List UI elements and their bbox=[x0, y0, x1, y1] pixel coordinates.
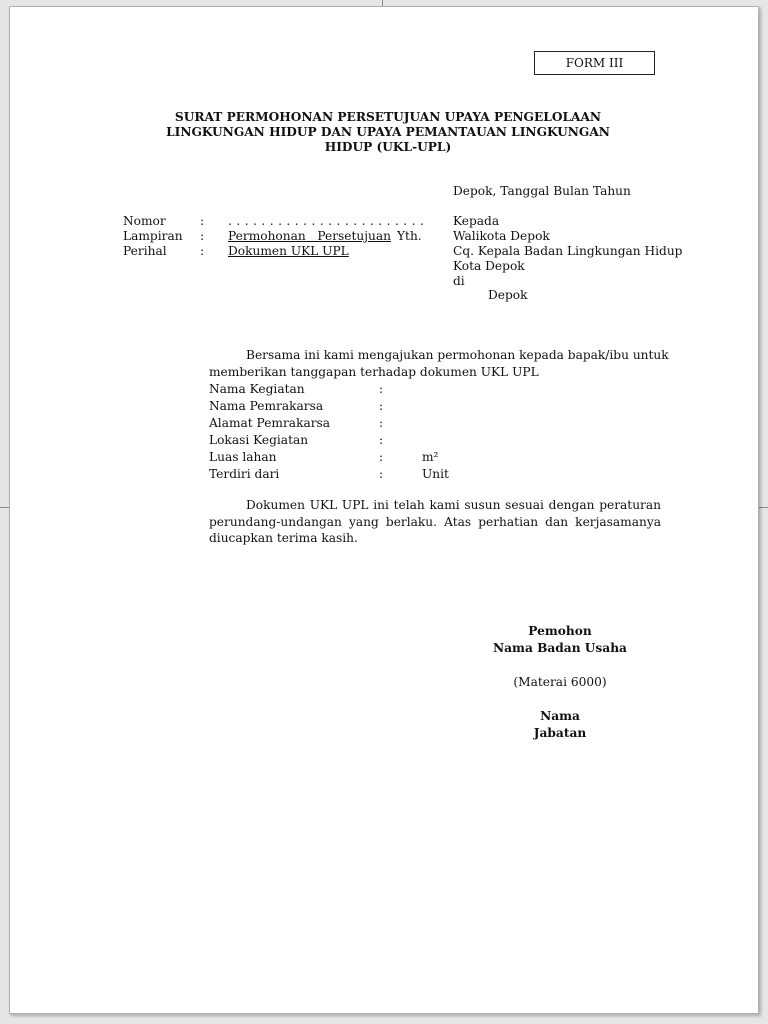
perihal-colon: : bbox=[200, 244, 205, 258]
field-row bbox=[209, 416, 384, 431]
field-row bbox=[209, 433, 384, 448]
document-page bbox=[9, 6, 759, 1014]
recipient-line-4: Kota Depok bbox=[453, 259, 525, 273]
nomor-label: Nomor bbox=[123, 214, 166, 228]
field-label: Luas lahan bbox=[209, 450, 277, 464]
lampiran-colon: : bbox=[200, 229, 205, 243]
title-line-1: SURAT PERMOHONAN PERSETUJUAN UPAYA PENGELOLAAN bbox=[174, 110, 602, 124]
nomor-value: . . . . . . . . . . . . . . . . . . . . . . . . bbox=[228, 214, 425, 228]
lampiran-value: Permohonan Persetujuan bbox=[228, 229, 392, 243]
field-colon: : bbox=[379, 382, 384, 396]
title-line-2: LINGKUNGAN HIDUP DAN UPAYA PEMANTAUAN LINGKUNGAN bbox=[166, 125, 610, 139]
field-label: Terdiri dari bbox=[209, 467, 280, 481]
signature-role: Pemohon bbox=[528, 624, 592, 638]
signature-position: Jabatan bbox=[533, 726, 587, 740]
field-row bbox=[209, 467, 449, 482]
recipient-line-6: Depok bbox=[488, 288, 528, 302]
field-label: Lokasi Kegiatan bbox=[209, 433, 309, 447]
field-colon: : bbox=[379, 416, 384, 430]
field-row bbox=[209, 382, 384, 397]
field-colon: : bbox=[379, 450, 384, 464]
signature-name: Nama bbox=[540, 709, 580, 723]
document-title bbox=[130, 110, 646, 155]
closing-paragraph: Dokumen UKL UPL ini telah kami susun sesuai dengan peraturan perundang-undangan yang berlaku. Atas perhatian dan kerjasamanya diucapkan terima kasih. bbox=[209, 498, 661, 545]
form-label-box bbox=[534, 51, 655, 75]
field-value: m² bbox=[422, 450, 439, 464]
field-label: Alamat Pemrakarsa bbox=[209, 416, 331, 430]
crop-mark-left bbox=[0, 507, 9, 508]
perihal-label: Perihal bbox=[123, 244, 167, 258]
recipient-line-2: Walikota Depok bbox=[453, 229, 550, 243]
recipient-line-5: di bbox=[453, 274, 465, 288]
field-label: Nama Pemrakarsa bbox=[209, 399, 324, 413]
recipient-line-3: Cq. Kepala Badan Lingkungan Hidup bbox=[453, 244, 683, 258]
field-row bbox=[209, 450, 439, 465]
field-colon: : bbox=[379, 433, 384, 447]
field-value: Unit bbox=[422, 467, 449, 481]
signature-company: Nama Badan Usaha bbox=[493, 641, 627, 655]
nomor-colon: : bbox=[200, 214, 205, 228]
field-colon: : bbox=[379, 399, 384, 413]
field-colon: : bbox=[379, 467, 384, 481]
intro-line-2: memberikan tanggapan terhadap dokumen UKL UPL bbox=[209, 365, 539, 379]
intro-line-1: Bersama ini kami mengajukan permohonan kepada bapak/ibu untuk bbox=[246, 348, 669, 362]
crop-mark-right bbox=[758, 507, 768, 508]
place-date: Depok, Tanggal Bulan Tahun bbox=[453, 184, 631, 198]
perihal-value: Dokumen UKL UPL bbox=[228, 244, 349, 258]
form-label: FORM III bbox=[565, 56, 624, 70]
signature-stamp: (Materai 6000) bbox=[513, 675, 607, 689]
field-row bbox=[209, 399, 384, 414]
recipient-line-1: Kepada bbox=[453, 214, 500, 228]
title-line-3: HIDUP (UKL-UPL) bbox=[324, 140, 452, 154]
lampiran-suffix: Yth. bbox=[397, 229, 422, 243]
field-label: Nama Kegiatan bbox=[209, 382, 305, 396]
lampiran-label: Lampiran bbox=[123, 229, 183, 243]
